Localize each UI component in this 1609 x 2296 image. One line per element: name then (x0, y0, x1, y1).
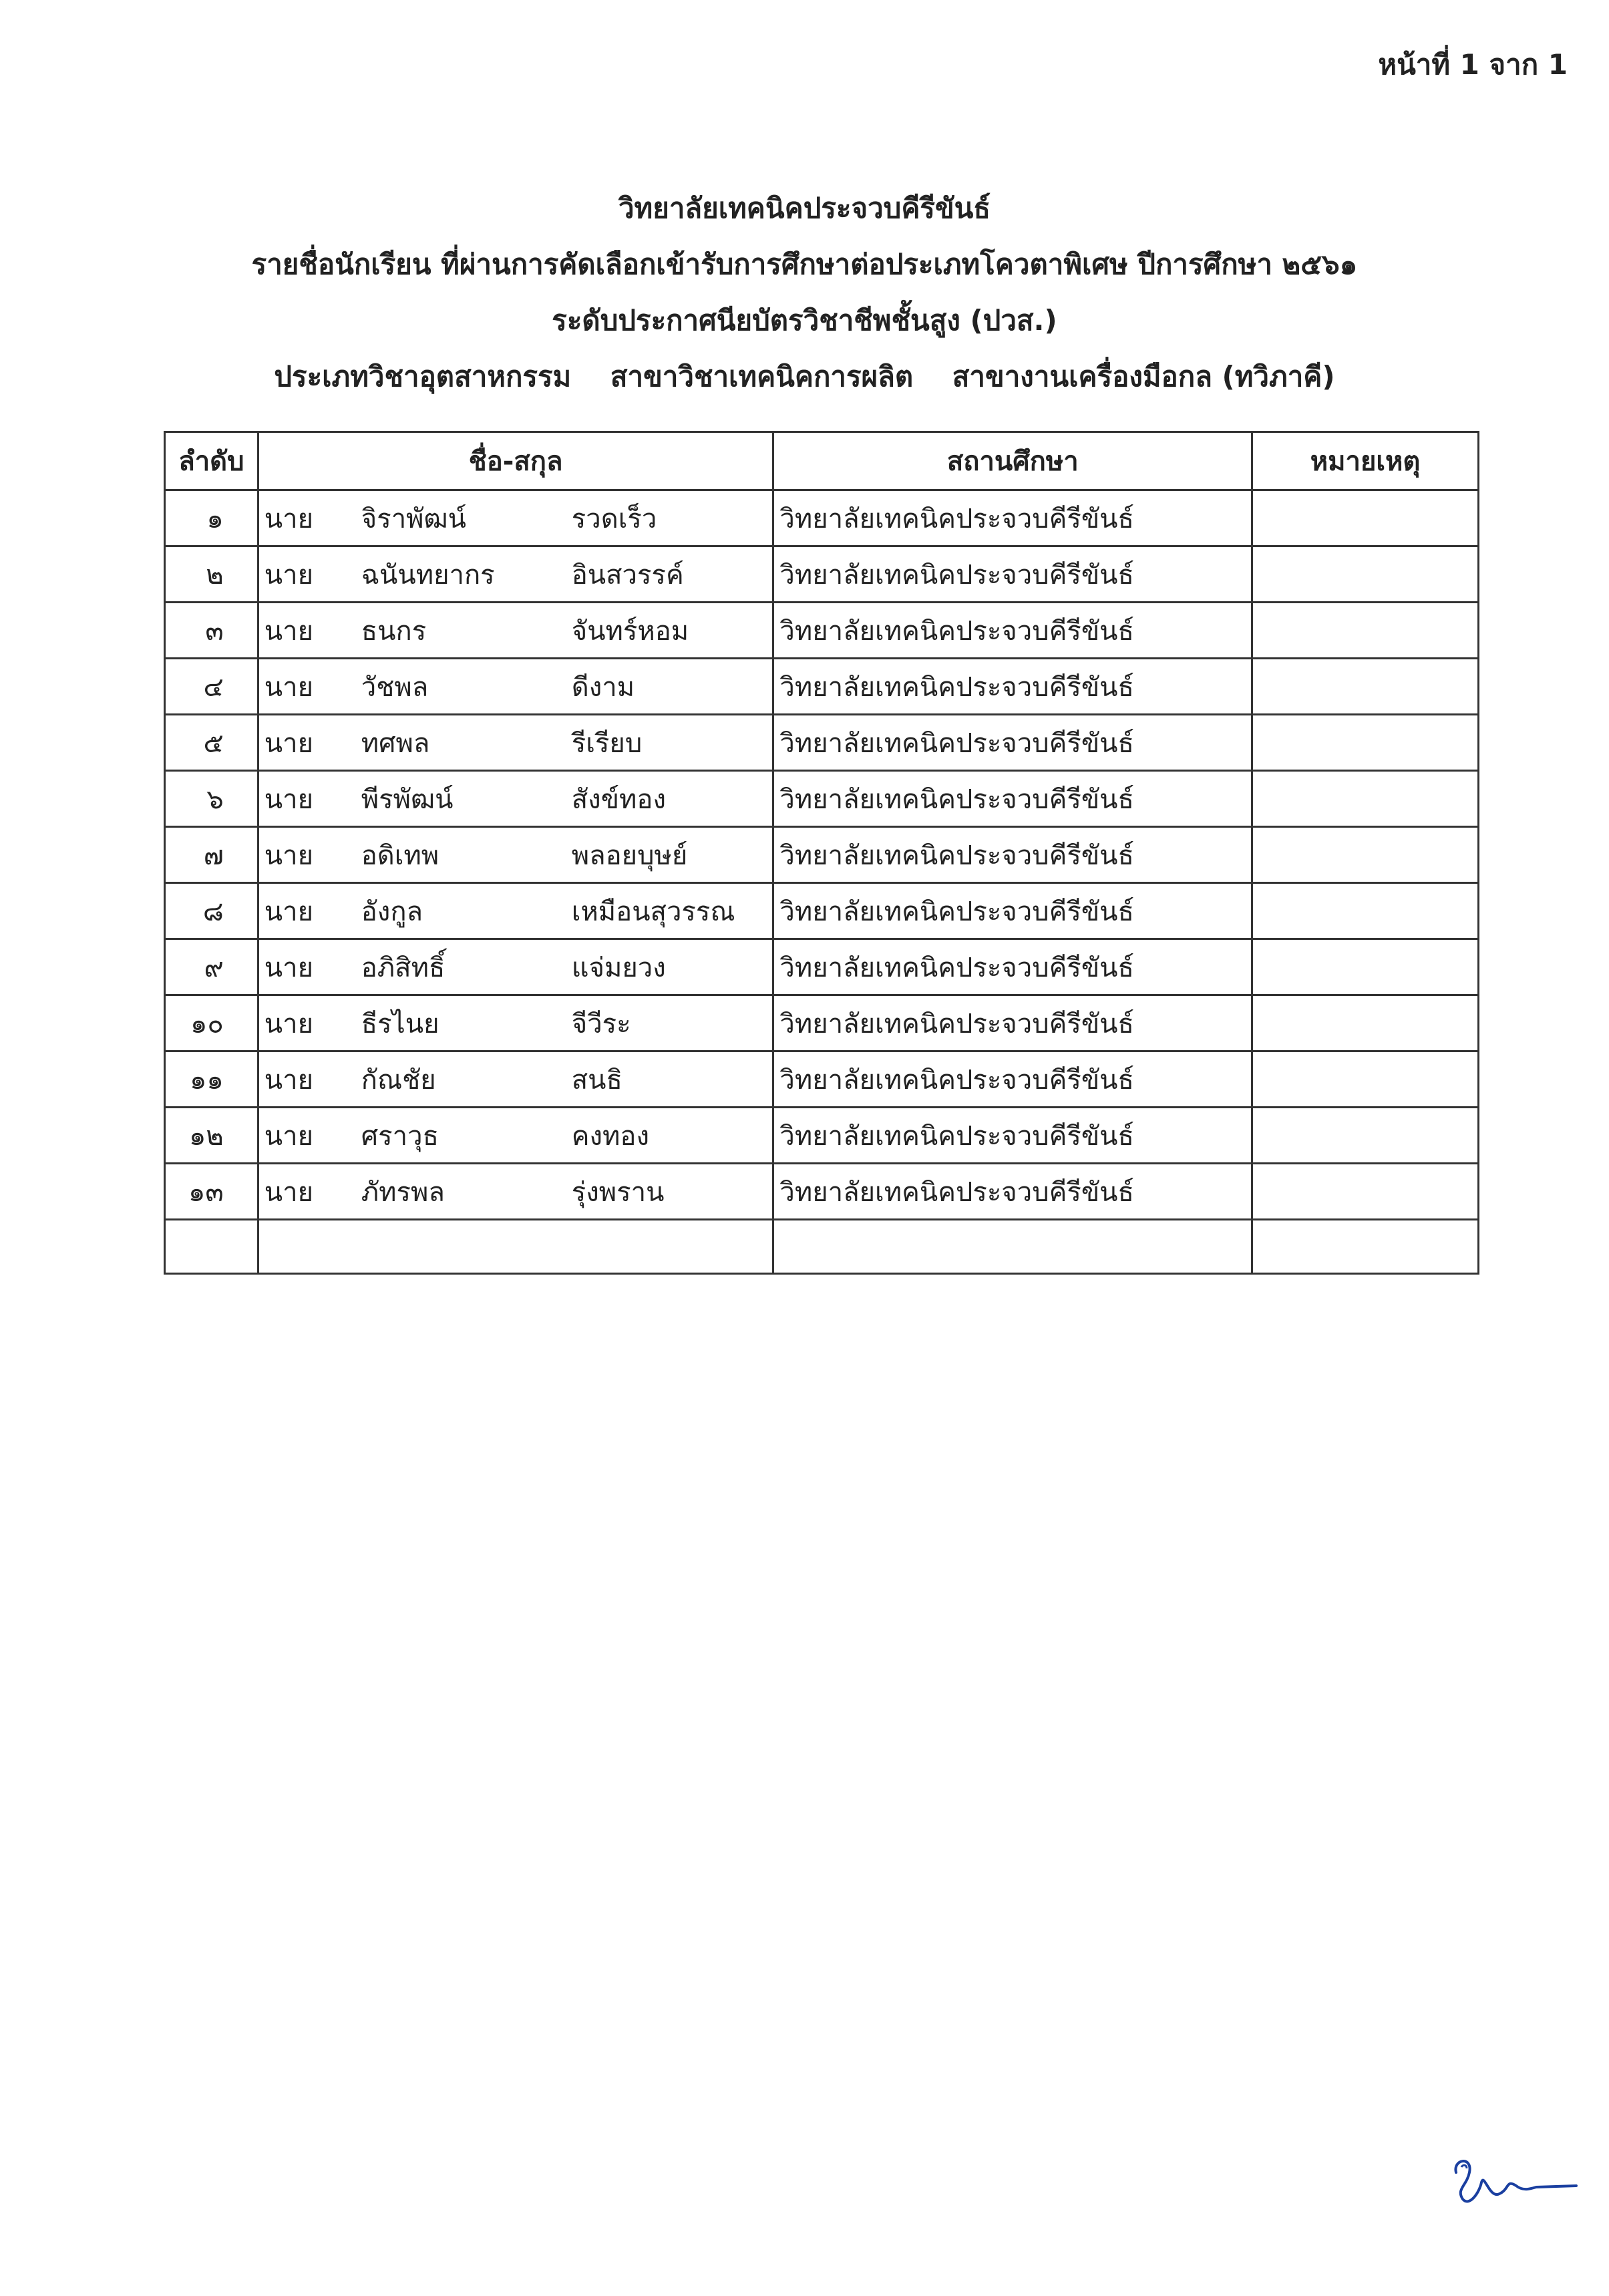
school: วิทยาลัยเทคนิคประจวบคีรีขันธ์ (773, 939, 1252, 995)
row-number: ๒ (165, 546, 258, 603)
row-number: ๕ (165, 715, 258, 771)
table-row (165, 1108, 1479, 1164)
row-number: ๓ (165, 603, 258, 659)
row-number: ๙ (165, 939, 258, 995)
student-name (258, 603, 773, 659)
name-title: นาย (264, 1120, 314, 1152)
row-number: ๑๑ (165, 1051, 258, 1108)
last-name: จีวีระ (571, 1008, 631, 1039)
note (1252, 546, 1479, 603)
name-title: นาย (264, 503, 314, 534)
table-header-row (165, 432, 1479, 490)
table-row (165, 659, 1479, 715)
last-name: รีเรียบ (571, 727, 643, 759)
row-number: ๑๒ (165, 1108, 258, 1164)
school: วิทยาลัยเทคนิคประจวบคีรีขันธ์ (773, 1164, 1252, 1220)
school: วิทยาลัยเทคนิคประจวบคีรีขันธ์ (773, 1108, 1252, 1164)
student-name (258, 771, 773, 827)
first-name: อังกูล (361, 896, 423, 927)
first-name: ธนกร (361, 615, 427, 647)
last-name: แจ่มยวง (571, 952, 666, 983)
first-name: อภิสิทธิ์ (361, 952, 445, 983)
school: วิทยาลัยเทคนิคประจวบคีรีขันธ์ (773, 603, 1252, 659)
student-name (258, 715, 773, 771)
institution-title: วิทยาลัยเทคนิคประจวบคีรีขันธ์ (618, 192, 991, 224)
name-title: นาย (264, 1008, 314, 1039)
table-row (165, 490, 1479, 546)
note (1252, 995, 1479, 1051)
name-title: นาย (264, 1176, 314, 1208)
program-line (0, 349, 1609, 405)
last-name: สนธิ (571, 1064, 622, 1096)
last-name: พลอยบุษย์ (571, 840, 688, 871)
table-row (165, 715, 1479, 771)
last-name: อินสวรรค์ (571, 559, 684, 591)
first-name: ทศพล (361, 727, 430, 759)
last-name: สังข์ทอง (571, 784, 666, 815)
student-name (258, 939, 773, 995)
school: วิทยาลัยเทคนิคประจวบคีรีขันธ์ (773, 995, 1252, 1051)
name-title: นาย (264, 896, 314, 927)
first-name: ศราวุธ (361, 1120, 439, 1152)
row-number: ๑ (165, 490, 258, 546)
header-school: สถานศึกษา (773, 432, 1252, 490)
last-name: ดีงาม (571, 671, 635, 703)
note (1252, 1164, 1479, 1220)
empty-cell (1252, 1220, 1479, 1274)
name-title: นาย (264, 559, 314, 591)
note (1252, 939, 1479, 995)
first-name: วัชพล (361, 671, 429, 703)
student-name (258, 659, 773, 715)
table-row (165, 771, 1479, 827)
school: วิทยาลัยเทคนิคประจวบคีรีขันธ์ (773, 827, 1252, 883)
table-row (165, 546, 1479, 603)
note (1252, 1051, 1479, 1108)
student-name (258, 490, 773, 546)
first-name: ธีรไนย (361, 1008, 439, 1039)
note (1252, 715, 1479, 771)
first-name: อดิเทพ (361, 840, 439, 871)
table-row (165, 827, 1479, 883)
name-title: นาย (264, 1064, 314, 1096)
table-row (165, 1164, 1479, 1220)
row-number: ๖ (165, 771, 258, 827)
roster-body (165, 490, 1479, 1274)
name-title: นาย (264, 615, 314, 647)
school: วิทยาลัยเทคนิคประจวบคีรีขันธ์ (773, 490, 1252, 546)
note (1252, 827, 1479, 883)
first-name: กัณชัย (361, 1064, 436, 1096)
note (1252, 883, 1479, 939)
school: วิทยาลัยเทคนิคประจวบคีรีขันธ์ (773, 1051, 1252, 1108)
last-name: จันทร์หอม (571, 615, 689, 647)
last-name: เหมือนสุวรรณ (571, 896, 735, 927)
row-number: ๑๓ (165, 1164, 258, 1220)
name-title: นาย (264, 727, 314, 759)
school: วิทยาลัยเทคนิคประจวบคีรีขันธ์ (773, 771, 1252, 827)
table-row (165, 883, 1479, 939)
first-name: พีรพัฒน์ (361, 784, 454, 815)
row-number: ๗ (165, 827, 258, 883)
empty-row (165, 1220, 1479, 1274)
page-number: หน้าที่ 1 จาก 1 (1378, 48, 1568, 81)
last-name: รวดเร็ว (571, 503, 657, 534)
student-name (258, 1051, 773, 1108)
school: วิทยาลัยเทคนิคประจวบคีรีขันธ์ (773, 546, 1252, 603)
student-roster-table (164, 431, 1479, 1275)
department: สาขาวิชาเทคนิคการผลิต (610, 360, 914, 393)
row-number: ๑๐ (165, 995, 258, 1051)
name-title: นาย (264, 784, 314, 815)
school: วิทยาลัยเทคนิคประจวบคีรีขันธ์ (773, 715, 1252, 771)
first-name: ฉนันทยากร (361, 559, 495, 591)
header-note: หมายเหตุ (1252, 432, 1479, 490)
header-no: ลำดับ (165, 432, 258, 490)
empty-cell (258, 1220, 773, 1274)
student-name (258, 883, 773, 939)
note (1252, 771, 1479, 827)
row-number: ๔ (165, 659, 258, 715)
specialization: สาขางานเครื่องมือกล (ทวิภาคี) (952, 360, 1335, 393)
last-name: คงทอง (571, 1120, 649, 1152)
document-header (0, 180, 1609, 405)
student-name (258, 1164, 773, 1220)
table-row (165, 1051, 1479, 1108)
student-name (258, 1108, 773, 1164)
empty-cell (165, 1220, 258, 1274)
name-title: นาย (264, 671, 314, 703)
school: วิทยาลัยเทคนิคประจวบคีรีขันธ์ (773, 883, 1252, 939)
student-name (258, 995, 773, 1051)
table-row (165, 995, 1479, 1051)
note (1252, 490, 1479, 546)
row-number: ๘ (165, 883, 258, 939)
program-type: ประเภทวิชาอุตสาหกรรม (274, 360, 572, 393)
first-name: ภัทรพล (361, 1176, 445, 1208)
name-title: นาย (264, 952, 314, 983)
student-name (258, 546, 773, 603)
table-row (165, 603, 1479, 659)
header-name: ชื่อ-สกุล (258, 432, 773, 490)
note (1252, 659, 1479, 715)
signature-mark (1443, 2152, 1583, 2219)
last-name: รุ่งพราน (571, 1176, 665, 1208)
note (1252, 1108, 1479, 1164)
first-name: จิราพัฒน์ (361, 503, 466, 534)
student-name (258, 827, 773, 883)
school: วิทยาลัยเทคนิคประจวบคีรีขันธ์ (773, 659, 1252, 715)
note (1252, 603, 1479, 659)
table-row (165, 939, 1479, 995)
education-level: ระดับประกาศนียบัตรวิชาชีพชั้นสูง (ปวส.) (552, 304, 1057, 337)
empty-cell (773, 1220, 1252, 1274)
announcement-title: รายชื่อนักเรียน ที่ผ่านการคัดเลือกเข้ารับการศึกษาต่อประเภทโควตาพิเศษ ปีการศึกษา ๒๕๖๑ (251, 248, 1358, 281)
name-title: นาย (264, 840, 314, 871)
